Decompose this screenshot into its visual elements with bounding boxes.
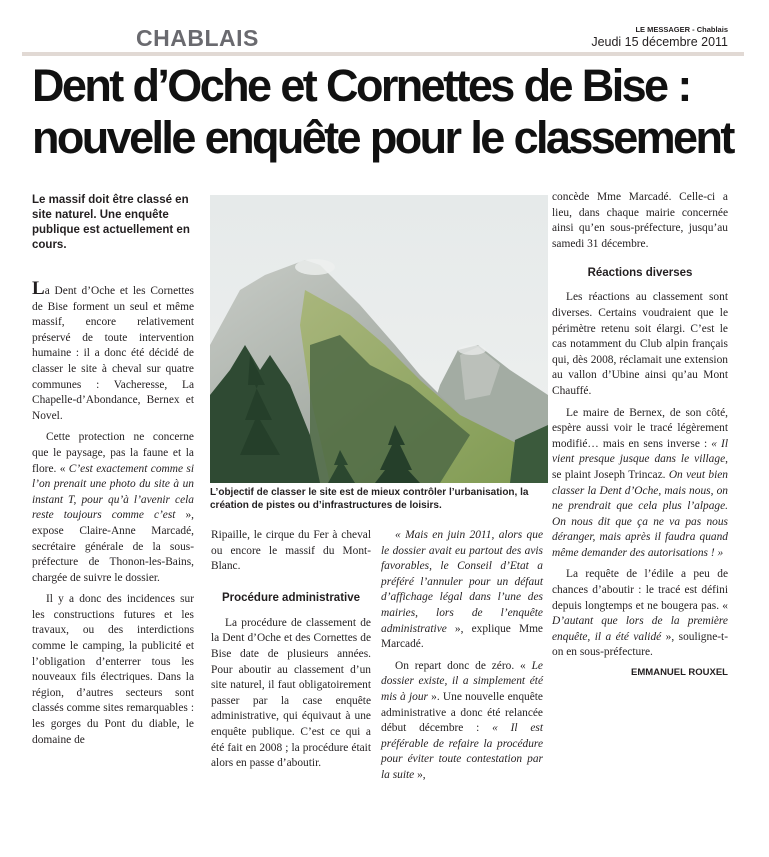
publication-date: Jeudi 15 décembre 2011 — [591, 35, 728, 49]
quote: « Il est préférable de refaire la procédure pour éviter toute contestation par la suite — [381, 722, 543, 781]
paragraph-text: ». Une nouvelle enquête administrative a donc été relancée début décembre : — [381, 690, 543, 735]
paragraph: concède Mme Marcadé. Celle-ci a lieu, dans chaque mairie concernée ainsi qu’en sous-préfecture, jusqu’au samedi 31 décembre. — [552, 191, 728, 250]
article-photo — [210, 195, 548, 483]
headline-line-2: nouvelle enquête pour le classement — [32, 112, 733, 163]
paragraph-text: Cette protection ne concerne que le paysage, pas la faune et la flore. « — [32, 431, 194, 475]
quote: D’autant que lors de la première enquête, il a été validé — [552, 615, 728, 643]
paragraph-text: , se plaint Joseph Trincaz. — [552, 453, 728, 481]
paragraph-text: La requête de l’édile a peu de chances d’aboutir : le tracé est défini depuis longtemps et ne bougera pas. « — [552, 568, 728, 612]
paragraph: Il y a donc des incidences sur les constructions futures et les travaux, ou des interdictions comme le camping, la publicité et l’obligation d’enterrer tous les nouveaux fils électriques. Dans la région, d’autres secteurs sont classés comme sites remarquables : les gorges du Pont du diable, le domaine de — [32, 593, 194, 746]
header-rule — [22, 52, 744, 56]
lead-paragraph: Le massif doit être classé en site naturel. Une enquête publique est actuellement en cours. — [32, 194, 190, 251]
paragraph: Les réactions au classement sont diverses. Certains voudraient que le périmètre retenu soit élargi. C’est le cas notamment du Club alpin français qui, dès 2008, réclamait une extension au vallon d’Ubine ainsi qu’au Mont Chauffé. — [552, 291, 728, 397]
column-1 — [32, 278, 195, 754]
column-4 — [552, 190, 728, 679]
headline-line-1: Dent d’Oche et Cornettes de Bise : — [32, 60, 690, 111]
quote: « Il vient presque jusque dans le village — [552, 437, 728, 466]
quote: On veut bien classer la Dent d’Oche, mais nous, on ne prendrait que cela plus l’alpage. On nous dit que ça ne va pas nous déranger, mais après il faudra quand même demander des autorisations ! » — [552, 468, 728, 559]
quote: Le dossier existe, il a simplement été mis à jour — [381, 659, 543, 703]
photo-caption: L’objectif de classer le site est de mieux contrôler l’urbanisation, la création de pistes ou d’infrastructures de loisirs. — [210, 487, 529, 511]
paragraph-text: Le maire de Bernex, de son côté, espère aussi voir le tracé légèrement modifié… mais en sens inverse : — [552, 406, 728, 450]
paragraph-text: », souligne-t-on en sous-préfecture. — [552, 630, 728, 659]
paragraph-text: », — [414, 768, 426, 781]
paragraph — [552, 567, 728, 661]
quote: C’est exactement comme si l’on prenait une photo du site à un instant T, pour qu’à l’avenir cela reste toujours comme c’est — [32, 462, 194, 522]
section-name: CHABLAIS — [136, 25, 259, 51]
paragraph — [381, 659, 543, 784]
paragraph-text: », expose Claire-Anne Marcadé, secrétaire générale de la sous-préfecture de Thonon-les-Bains, chargée de suivre le dossier. — [32, 509, 195, 584]
paragraph — [32, 430, 194, 586]
column-2 — [211, 528, 371, 778]
subheading: Réactions diverses — [587, 267, 693, 280]
paragraph — [381, 528, 543, 653]
drop-cap: L — [32, 278, 45, 299]
publication-name: LE MESSAGER - Chablais — [635, 25, 728, 34]
paragraph: La procédure de classement de la Dent d’Oche et des Cornettes de Bise date de plusieurs années. Pour aboutir au classement d’un site naturel, il faut obligatoirement passer par la case enquête administrative, qui équivaut à une enquête publique. C’est ce qui a été fait en 2008 ; la procédure était alors en passe d’aboutir. — [211, 616, 371, 770]
mountain-photo — [210, 195, 548, 483]
paragraph: Ripaille, le cirque du Fer à cheval ou encore le massif du Mont-Blanc. — [211, 529, 371, 573]
quote: « Mais en juin 2011, alors que le dossier avait eu partout des avis favorables, le Conseil d’Etat a préféré l’annuler pour un défaut d’affichage légal dans l’une des mairies, lors de l’enquête administrative — [381, 529, 543, 635]
paragraph — [552, 406, 728, 562]
headline — [32, 60, 752, 164]
paragraph — [32, 278, 194, 424]
paragraph-text: », explique Mme Marcadé. — [381, 622, 543, 651]
masthead-info — [520, 25, 728, 49]
column-3 — [381, 528, 543, 790]
subheading: Procédure administrative — [221, 591, 361, 604]
paragraph-text: On repart donc de zéro. « — [395, 659, 532, 672]
author-signature: EMMANUEL ROUXEL — [631, 667, 728, 679]
paragraph-text: a Dent d’Oche et les Cornettes de Bise forment un seul et même massif, encore relativement préservé de toute intervention humaine : il a donc été décidé de classer le site à cheval sur quatre communes : Vacheresse, La Chapelle-d’Abondance, Bernex et Novel. — [32, 285, 194, 422]
